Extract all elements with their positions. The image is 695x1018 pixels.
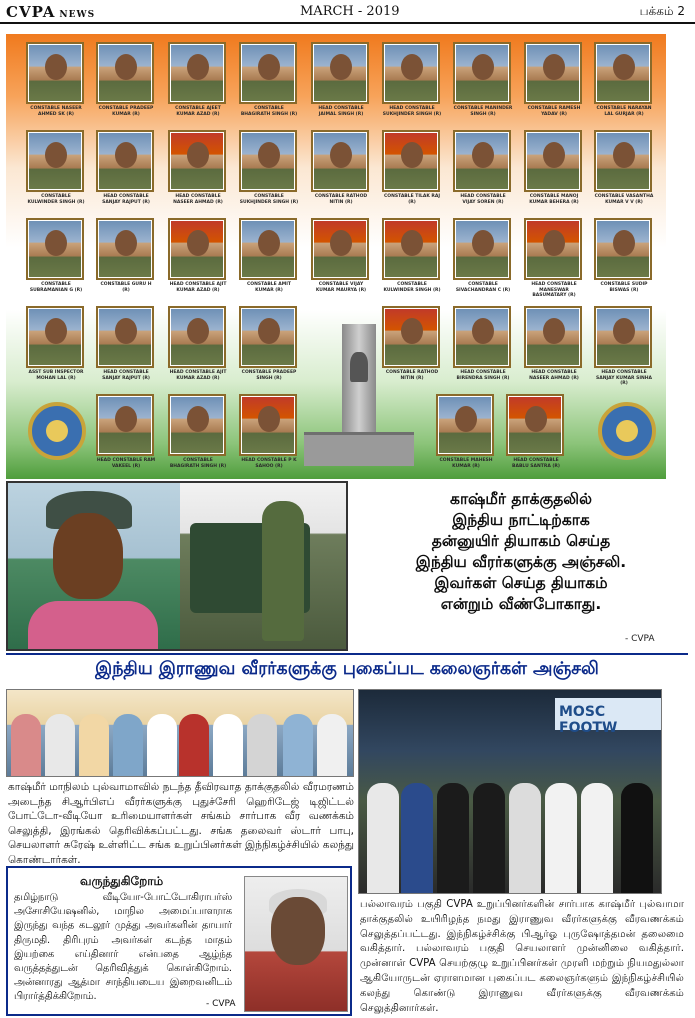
condolence-title: வருந்துகிறோம் (80, 874, 164, 888)
martyr-portrait: CONSTABLE MAHESH KUMAR (R) (436, 394, 496, 469)
martyr-portrait: HEAD CONSTABLE NASEER AHMAD (R) (168, 130, 228, 205)
deceased-portrait (244, 876, 348, 1012)
section-divider (6, 653, 688, 655)
martyr-portrait: HEAD CONSTABLE SUKHJINDER SINGH (R) (382, 42, 442, 117)
page-number: பக்கம் 2 (639, 4, 685, 18)
martyr-portrait: HEAD CONSTABLE RAM VAKEEL (R) (96, 394, 156, 469)
martyr-portrait: CONSTABLE SUKHJINDER SINGH (R) (239, 130, 299, 205)
condolence-signature: - CVPA (206, 999, 236, 1009)
shop-sign: MOSC FOOTW (555, 698, 662, 730)
martyr-portrait: CONSTABLE SIVACHANDRAN C (R) (453, 218, 513, 293)
crpf-emblem-icon (598, 402, 656, 460)
martyr-portrait: CONSTABLE RATHOD NITIN (R) (311, 130, 371, 205)
tribute-line: இவர்கள் செய்த தியாகம் (434, 574, 608, 592)
martyr-portrait: HEAD CONSTABLE BIRENDRA SINGH (R) (453, 306, 513, 381)
martyr-portrait: CONSTABLE PRADEEP KUMAR (R) (96, 42, 156, 117)
martyr-portrait: CONSTABLE VIJAY KUMAR MAURYA (R) (311, 218, 371, 293)
tribute-line: தன்னுயிர் தியாகம் செய்த (431, 532, 611, 550)
crpf-emblem-icon (28, 402, 86, 460)
martyr-portrait: CONSTABLE RATHOD NITIN (R) (382, 306, 442, 381)
martyr-portrait: CONSTABLE PRADEEP SINGH (R) (239, 306, 299, 381)
martyr-portrait: HEAD CONSTABLE JAIMAL SINGH (R) (311, 42, 371, 117)
martyr-portrait: ASST SUB INSPECTOR MOHAN LAL (R) (26, 306, 86, 381)
pallavaram-event-caption: பல்லாவரம் பகுதி CVPA உறுப்பினர்களின் சார்பாக காஷ்மீர் புல்வாமா தாக்குதலில் உயிரிழந்த நமது இராணுவ வீரர்களுக்கு வீரவணக்கம் செலுத்தப்பட்டது. இந்நிகழ்ச்சிக்கு பிஆர்ஓ புருஷோத்தமன் தலைமை வகித்தார். பல்லாவரம் பகுதி செயலாளர் முன்னிலை வகித்தார். முன்னாள் CVPA செயற்குழு உறுப்பினர்கள் முரளி மற்றும் நியமதுல்லா ஆகியோருடன் ஏராளமான புகைப்பட கலைஞர்களும் இந்நிகழ்ச்சியில் கலந்து கொண்டு இராணுவ வீரர்களுக்கு வீரவணக்கம் செலுத்தினார்கள். (360, 899, 684, 1014)
martyr-portrait: CONSTABLE SUBRAMANIAN G (R) (26, 218, 86, 293)
martyr-portrait: HEAD CONSTABLE P K SAHOO (R) (239, 394, 299, 469)
war-memorial-image (304, 324, 414, 474)
tribute-line: இந்திய நாட்டிற்காக (452, 511, 590, 529)
masthead-rule (0, 22, 695, 24)
martyr-portrait: HEAD CONSTABLE SANJAY RAJPUT (R) (96, 306, 156, 381)
tribute-signature: - CVPA (625, 634, 655, 644)
martyr-portrait: CONSTABLE BHAGIRATH SINGH (R) (168, 394, 228, 469)
martyr-portrait: HEAD CONSTABLE NASEER AHMAD (R) (524, 306, 584, 381)
martyr-portrait: HEAD CONSTABLE MANESWAR BASUMATARY (R) (524, 218, 584, 299)
brand-logo: CVPA NEWS (6, 3, 96, 21)
martyr-portrait: CONSTABLE GURU H (R) (96, 218, 156, 293)
martyr-portrait: CONSTABLE KULWINDER SINGH (R) (26, 130, 86, 205)
martyr-portrait: HEAD CONSTABLE VIJAY SOREN (R) (453, 130, 513, 205)
tribute-message (362, 489, 680, 615)
martyr-portrait: CONSTABLE TILAK RAJ (R) (382, 130, 442, 205)
condolence-body: தமிழ்நாடு வீடியோ-போட்டோகிராபர்ஸ் அசோசியேஷனில், மாநில அமைப்பாளராக இருந்து வந்த கடலூர் முத்து அவர்களின் தாயார் திருமதி. திரிபுரம் அவர்கள் கடந்த மாதம் இயற்கை எய்தினார் என்பதை ஆழ்ந்த வருத்தத்துடன் தெரிவித்துக் கொள்கிறோம். அன்னாரது ஆத்மா சாந்தியடைய இறைவனிடம் பிரார்த்திக்கிறோம். (14, 892, 232, 1003)
martyr-portrait: CONSTABLE RAMESH YADAV (R) (524, 42, 584, 117)
martyr-portrait: CONSTABLE KULWINDER SINGH (R) (382, 218, 442, 293)
martyr-portrait: HEAD CONSTABLE AJIT KUMAR AZAD (R) (168, 218, 228, 293)
martyr-portrait: HEAD CONSTABLE SANJAY KUMAR SINHA (R) (594, 306, 654, 387)
puducherry-event-photo (6, 689, 354, 777)
soldier-tribute-photo (6, 481, 348, 651)
tribute-line: காஷ்மீர் தாக்குதலில் (450, 490, 592, 508)
section-headline: இந்திய இராணுவ வீரர்களுக்கு புகைப்பட கலைஞர்கள் அஞ்சலி (95, 659, 599, 679)
martyr-portrait: HEAD CONSTABLE AJIT KUMAR AZAD (R) (168, 306, 228, 381)
martyr-portrait: CONSTABLE MANINDER SINGH (R) (453, 42, 513, 117)
masthead (0, 0, 695, 24)
pallavaram-event-photo (358, 689, 662, 894)
martyr-portrait: CONSTABLE VASANTHA KUMAR V V (R) (594, 130, 654, 205)
condolence-box (6, 866, 352, 1016)
martyr-banner (6, 34, 666, 479)
issue-date: MARCH - 2019 (300, 4, 400, 19)
martyr-portrait: CONSTABLE AMIT KUMAR (R) (239, 218, 299, 293)
martyr-portrait: HEAD CONSTABLE SANJAY RAJPUT (R) (96, 130, 156, 205)
tribute-line: என்றும் வீண்போகாது. (440, 595, 602, 613)
tribute-line: இந்திய வீரர்களுக்கு அஞ்சலி. (415, 553, 627, 571)
martyr-portrait: CONSTABLE MANOJ KUMAR BEHERA (R) (524, 130, 584, 205)
martyr-portrait: CONSTABLE NARAYAN LAL GURJAR (R) (594, 42, 654, 117)
martyr-portrait: CONSTABLE NASEER AHMED SK (R) (26, 42, 86, 117)
puducherry-event-caption: காஷ்மீர் மாநிலம் புல்வாமாவில் நடந்த தீவிரவாத தாக்குதலில் வீரமரணம் அடைந்த சிஆர்பிஎப் வீரர்களுக்கு புதுச்சேரி ஹெரிடேஜ் டிஜிட்டல் போட்டோ-வீடியோ உரிமையாளர்கள் சங்கம் சார்பாக வீர வணக்கம் செலுத்தி, இரங்கல் தெரிவிக்கப்பட்டது. சங்க தலைவர் ஸ்டார் பாபு, செயலாளர் சுரேஷ் உள்ளிட்ட சங்க உறுப்பினர்கள் இந்நிகழ்ச்சியில் கலந்து கொண்டார்கள். (8, 781, 354, 866)
martyr-portrait: CONSTABLE BHAGIRATH SINGH (R) (239, 42, 299, 117)
martyr-portrait: CONSTABLE AJEET KUMAR AZAD (R) (168, 42, 228, 117)
martyr-portrait: HEAD CONSTABLE BABLU SANTRA (R) (506, 394, 566, 469)
martyr-portrait: CONSTABLE SUDIP BISWAS (R) (594, 218, 654, 293)
